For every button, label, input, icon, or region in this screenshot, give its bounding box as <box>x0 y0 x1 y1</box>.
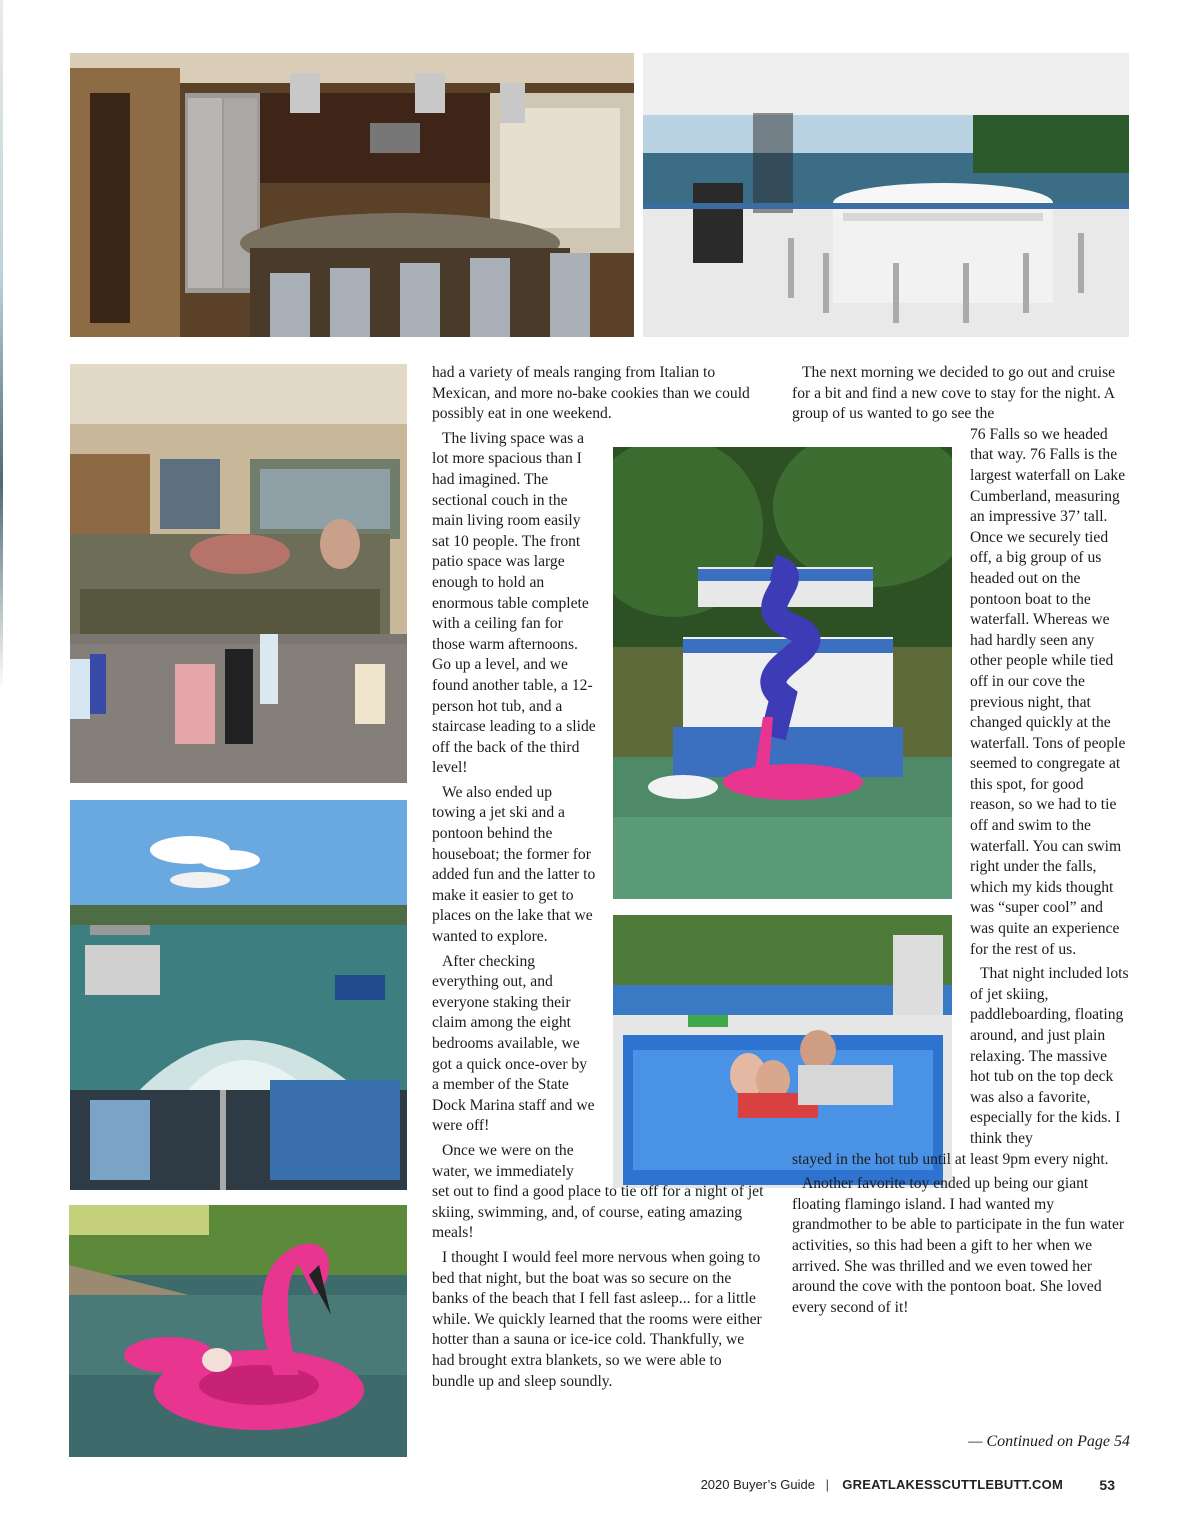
footer-guide-title: 2020 Buyer’s Guide <box>700 1477 815 1492</box>
article-column-2 <box>792 363 1130 1318</box>
footer-website-link[interactable]: GREATLAKESSCUTTLEBUTT.COM <box>842 1477 1063 1492</box>
photo-flamingo-float <box>69 1205 407 1457</box>
page-number: 53 <box>1099 1477 1115 1493</box>
col2-paragraph-bottom-2: Another favorite toy ended up being our giant floating flamingo island. I had wanted my grandmother to be able to participate in the fun water activities, so this had been a gift to her when we arrived. She was thrilled and we even towed her around the cove with the pontoon boat. She loved every second of it! <box>792 1175 1125 1316</box>
col1-paragraph-7: I thought I would feel more nervous when going to bed that night, but the boat was so secure on the banks of the beach that I fell fast asleep... for a little while. We quickly learned that the rooms were either hotter than a sauna or ice-ice cold. Thankfully, we had brought extra blankets, so we were able to bundle up and sleep soundly. <box>432 1248 762 1390</box>
col1-paragraph-5: Once we were on the water, we immediately <box>432 1141 574 1180</box>
col1-paragraph-2: The living space was a lot more spacious than I had imagined. The sectional couch in the main living room easily sat 10 people. The front patio space was large enough to hold an enormous table complete with a ceiling fan for those warm afternoons. Go up a level, and we found another table, a 12-person hot tub, and a staircase leading to a slide off the back of the third level! <box>432 429 596 777</box>
page-edge-strip <box>0 0 3 690</box>
page-footer <box>600 1477 1115 1497</box>
col2-paragraph-bottom-1: stayed in the hot tub until at least 9pm every night. <box>792 1150 1109 1168</box>
footer-separator: | <box>825 1477 829 1492</box>
col2-paragraph-narrow-2: That night included lots of jet skiing, paddleboarding, floating around, and just plain relaxing. The massive hot tub on the top deck was also a favorite, especially for the kids. I think they <box>970 965 1129 1147</box>
col1-paragraph-1: had a variety of meals ranging from Italian to Mexican, and more no-bake cookies than we could possibly eat in one weekend. <box>432 364 750 423</box>
photo-boat-wake <box>70 800 407 1190</box>
col1-paragraph-4: After checking everything out, and everyone staking their claim among the eight bedrooms available, we got a quick once-over by a member of the State Dock Marina staff and we were off! <box>432 952 595 1135</box>
col2-paragraph-narrow-1: 76 Falls so we headed that way. 76 Falls is the largest waterfall on Lake Cumberland, measuring an impressive 37’ tall. Once we securely tied off, a big group of us headed out on the pontoon boat to the waterfall. Whereas we had hardly seen any other people while tied off in our cove the previous night, that changed quickly at the waterfall. Tons of people seemed to congregate at this spot, for good reason, so we had to tie off and swim to the waterfall. You can swim right under the falls, which my kids thought was “super cool” and was quite an experience for the rest of us. <box>970 425 1126 958</box>
photo-top-deck-bar <box>643 53 1129 337</box>
col1-paragraph-6: set out to find a good place to tie off for a night of jet skiing, swimming, and, of course, eating amazing meals! <box>432 1183 764 1242</box>
continued-note: — Continued on Page 54 <box>968 1433 1130 1450</box>
col1-paragraph-3: We also ended up towing a jet ski and a pontoon behind the houseboat; the former for added fun and the latter to make it easier to get to places on the lake that we wanted to explore. <box>432 783 596 946</box>
article-column-1 <box>432 363 768 1392</box>
photo-living-room <box>70 364 407 783</box>
photo-kitchen <box>70 53 634 337</box>
col2-paragraph-top: The next morning we decided to go out and cruise for a bit and find a new cove to stay for the night. A group of us wanted to go see the <box>792 364 1116 423</box>
